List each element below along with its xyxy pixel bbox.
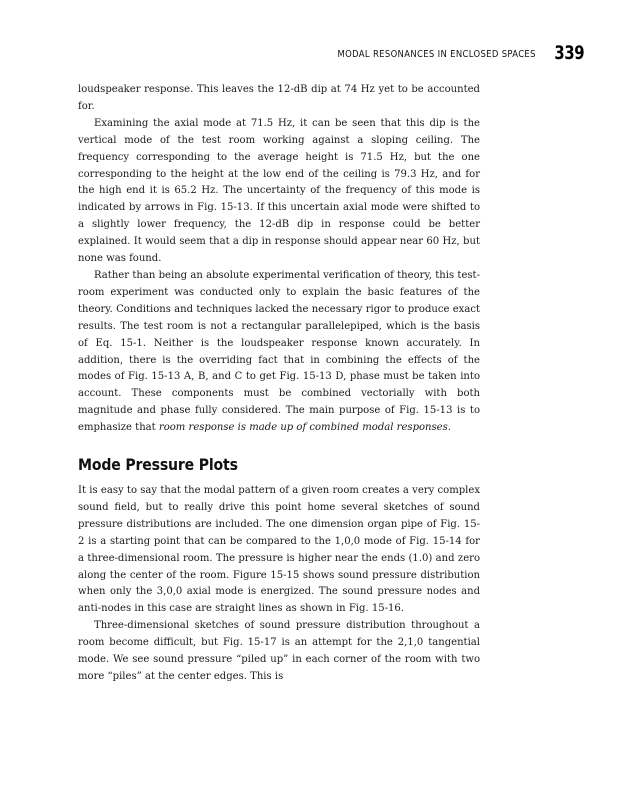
page-body (78, 82, 480, 686)
paragraph-continuation: loudspeaker response. This leaves the 12-dB dip at 74 Hz yet to be accounted for. (78, 84, 480, 112)
paragraph-experiment-text: Rather than being an absolute experimental verification of theory, this test-room experiment was conducted only to explain the basic features of the theory. Conditions and techniques lacked the necessary rigor to produce exact results. The test room is not a rectangular parallelepiped, which is the basis of Eq. 15-1. Neither is the loudspeaker response known accurately. In addition, there is the overriding fact that in combining the effects of the modes of Fig. 15-13 A, B, and C to get Fig. 15-13 D, phase must be taken into account. These components must be combined vectorially with both magnitude and phase fully considered. The main purpose of Fig. 15-13 is to emphasize that (78, 269, 480, 434)
paragraph-mode-pressure: It is easy to say that the modal pattern of a given room creates a very complex sound field, but to really drive this point home several sketches of sound pressure distributions are included. The one dimension organ pipe of Fig. 15-2 is a starting point that can be compared to the 1,0,0 mode of Fig. 15-14 for a three-dimensional room. The pressure is higher near the ends (1.0) and zero along the center of the room. Figure 15-15 shows sound pressure distribution when only the 3,0,0 axial mode is energized. The sound pressure nodes and anti-nodes in this case are straight lines as shown in Fig. 15-16. (78, 485, 480, 615)
emphasis-text: room response is made up of combined modal responses. (158, 422, 451, 434)
running-head (78, 40, 584, 66)
section-heading: Mode Pressure Plots (78, 455, 238, 475)
running-title: MODAL RESONANCES IN ENCLOSED SPACES (337, 48, 536, 60)
paragraph-three-dimensional: Three-dimensional sketches of sound pressure distribution throughout a room become difficult, but Fig. 15-17 is an attempt for the 2,1,0 tangential mode. We see sound pressure “piled up” in each corner of the room with two more “piles” at the center edges. This is (78, 620, 480, 682)
paragraph-experiment (78, 268, 480, 437)
page-number: 339 (554, 42, 584, 64)
paragraph-axial-mode: Examining the axial mode at 71.5 Hz, it can be seen that this dip is the vertical mode of the test room working against a sloping ceiling. The frequency corresponding to the average height is 71.5 Hz, but the one corresponding to the height at the low end of the ceiling is 79.3 Hz, and for the high end it is 65.2 Hz. The uncertainty of the frequency of this mode is indicated by arrows in Fig. 15-13. If this uncertain axial mode were shifted to a slightly lower frequency, the 12-dB dip in response could be better explained. It would seem that a dip in response should appear near 60 Hz, but none was found. (78, 117, 480, 265)
